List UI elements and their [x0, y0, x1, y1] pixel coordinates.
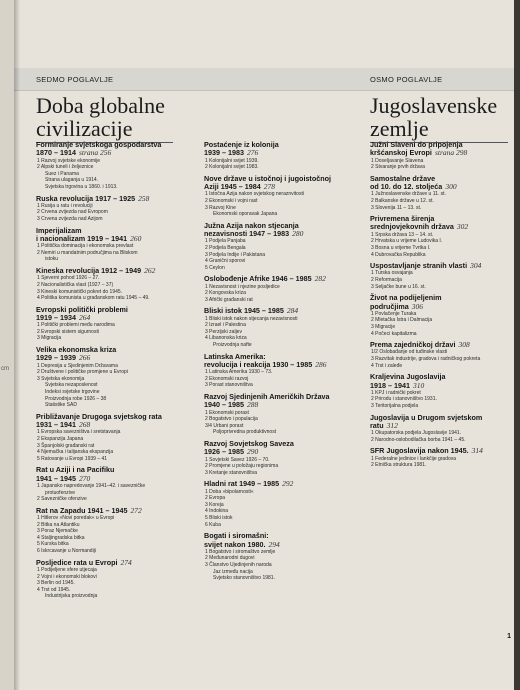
entry-page-number: 312 [386, 420, 398, 430]
chapter-title-right [370, 94, 497, 140]
entry-page-number: 288 [246, 400, 259, 410]
entry-page-number: 268 [78, 420, 91, 430]
entry-subitem: Ekonomski oporavak Japana [213, 211, 278, 218]
entry-page-number: 300 [445, 182, 457, 192]
entry-subitem: 4 Trst i zaleđe [371, 362, 403, 369]
entry-subitem: Indeksi svjetske trgovine [45, 389, 100, 396]
entry-title: Jugoslavija u Drugom svjetskom [370, 412, 483, 422]
entry-title: Evropski politički problemi [36, 304, 128, 314]
entry-title: Ruska revolucija 1917 – 1925 258 [36, 193, 150, 203]
entry-subitem: 2 Savezničke ofenzive [37, 496, 87, 503]
entry-title: područjima 306 [370, 301, 423, 311]
entry-page-number: 282 [314, 274, 326, 284]
entry-title: kršćanskoj Evropi strana 298 [370, 148, 468, 158]
entry-subitem: 3 Perzijski zaljev [205, 328, 242, 335]
entry-title: 1941 – 1945 270 [36, 473, 91, 483]
entry-title: Uspostavljanje stranih vlasti 304 [370, 261, 482, 271]
entry-subitem: 1 Bliski istok nakon stjecanja nezavisnosti [205, 315, 298, 322]
entry-page-number: 292 [282, 479, 294, 489]
entry-title: Postaćenje iz kolonija [204, 140, 279, 149]
entry-subitem: 1 Japansko napredovanje 1941–42. i savezničke [37, 482, 146, 489]
toc-entry [36, 306, 178, 342]
entry-subitem: 2 Izrael i Palestina [205, 322, 246, 329]
entry-subitem: 3 Razvitak industrije, gradova i radničkog pokreta [371, 356, 481, 363]
chapter-label-right: OSMO POGLAVLJE [370, 75, 443, 84]
toc-entry [370, 175, 508, 211]
entry-subitem: Proizvodnja robe 1926 – 38 [45, 395, 107, 402]
entry-subitem: 1 Sjeverni pohod 1926 – 27. [37, 275, 100, 282]
entry-subitem: 5 Ratovanje u Evropi 1939 – 41 [37, 455, 108, 462]
entry-page-number: 278 [263, 182, 275, 192]
toc-entry [204, 307, 350, 348]
entry-title: od 10. do 12. stoljeća 300 [370, 182, 457, 192]
entry-subitem: 3 Članstvo Ujedinjenih naroda [205, 562, 272, 569]
entry-title: Aziji 1945 – 1984 278 [204, 182, 275, 192]
entry-subitem: 3 Migracije [371, 323, 396, 330]
entry-title: Život na podijeljenim [370, 293, 442, 303]
entry-title: i nacionalizam 1919 – 1941 260 [36, 233, 142, 243]
toc-entry [370, 294, 508, 337]
entry-subitem: 3 Kretanje stanovništva [205, 469, 257, 476]
entry-subitem: 3 Svjetska ekonomija [37, 375, 85, 382]
entry-subitem: 1 Nezavisnost i njezine posljedice [205, 283, 280, 290]
entry-subitem: Strana ulaganja u 1914. [45, 177, 99, 184]
entry-subitem: 4 Dubrovačka Republika [371, 251, 426, 258]
entry-subitem: 1 Ekonomski porast [205, 409, 249, 416]
entry-title: revolucija i reakcija 1930 – 1985 286 [204, 359, 327, 369]
entry-title: Kineska revolucija 1912 – 1949 262 [36, 266, 156, 276]
entry-subitem: 1 Depresija u Sjedinjenim Državama [37, 362, 118, 369]
entry-subitem: 1 Istočna Azija nakon svjetskog neraznvitosti [205, 191, 304, 198]
toc-entry [370, 215, 508, 258]
entry-page-number: 274 [120, 557, 132, 567]
entry-title: 1931 – 1941 268 [36, 420, 91, 430]
entry-subitem: 3 Teritorijalna podjela [371, 403, 419, 410]
toc-entry [204, 532, 350, 582]
entry-subitem: protuofenzive [45, 489, 76, 496]
toc-entry [370, 447, 508, 468]
entry-subitem: 4 Indokina [205, 508, 229, 515]
entry-subitem: 1 Federalne jedinice i lankčije gradova [371, 455, 457, 462]
entry-subitem: 2 Nacionalistička vlast (1927 – 37) [37, 281, 114, 288]
entry-title: 1939 – 1983 276 [204, 148, 259, 158]
entry-title: Južna Azija nakon stjecanja [204, 220, 299, 230]
entry-subitem: 2 Balkanske države u 12. st. [371, 197, 434, 204]
entry-subitem: 1 Politički problemi među narodima [37, 322, 115, 329]
entry-subitem: 1 Bogatstvo i siromaštvo zemlje [205, 548, 276, 555]
toc-entry [370, 141, 508, 171]
chapter-label-left: SEDMO POGLAVLJE [36, 75, 114, 84]
entry-subitem: 1 Povlačenje Turaka [371, 310, 417, 317]
entry-title: svijet nakon 1980. 294 [204, 539, 280, 549]
entry-subitem: 3 Koreja [205, 501, 224, 508]
entry-subitem: 1 Evropska savezništva i sretstavanja [37, 429, 121, 436]
toc-entry [370, 373, 508, 409]
entry-subitem: 4 Libanonska kriza [205, 335, 247, 342]
entry-subitem: 1 Politička dominacija i ekonomska prevlast [37, 243, 134, 250]
page-edge [0, 0, 15, 690]
entry-title: 1926 – 1985 290 [204, 447, 259, 457]
entry-title: nezavisnosti 1947 – 1983 280 [204, 229, 304, 239]
entry-title: Privremena širenja [370, 214, 435, 224]
entry-subitem: Proizvodnja nafte [213, 342, 252, 349]
entry-subitem: 1 Razvoj svjetske ekonomije [37, 157, 101, 164]
entry-subitem: 2 Narodno-oslobodilačka borba 1941 – 45. [371, 436, 466, 443]
book-page [14, 0, 514, 690]
toc-entry [204, 440, 350, 476]
entry-title: Latinska Amerika: [204, 351, 266, 361]
entry-page-number: 314 [471, 446, 483, 456]
entry-subitem: 1 Kolonijalni svijet 1939. [205, 157, 259, 164]
entry-subitem: 2 Podjela Bengala [205, 244, 246, 251]
edge-mark: cm [1, 366, 9, 372]
entry-subitem: 2 Evropski sistem sigurnosti [37, 328, 99, 335]
toc-entry [204, 222, 350, 272]
toc-entry [36, 195, 178, 223]
toc-entry [204, 353, 350, 389]
entry-title: 1929 – 1939 266 [36, 353, 91, 363]
toc-entry [36, 559, 178, 600]
entry-subitem: 3 Berlin od 1945. [37, 580, 75, 587]
entry-subitem: 1 Okupatorska podjela Jugoslavije 1941. [371, 430, 462, 437]
entry-subitem: 3 Bosna u vrijeme Tvrtka I. [371, 244, 431, 251]
entry-subitem: 1 Turska osvajanja [371, 270, 413, 277]
entry-subitem: 1 KPJ i radnički pokret [371, 389, 421, 396]
entry-subitem: 2 Vojni i ekonomski blokovi [37, 573, 97, 580]
entry-page-number: strana 298 [434, 148, 468, 158]
entry-subitem: 2 Promjene u položaju regionima [205, 463, 279, 470]
entry-page-number: 304 [470, 261, 482, 271]
toc-entry [36, 413, 178, 463]
entry-title: Oslobođenje Afrike 1946 – 1985 282 [204, 274, 326, 284]
chapter-title-left [36, 94, 165, 140]
entry-subitem: 1 Doseljavanje Slavena [371, 157, 424, 164]
entry-subitem: 2 Prirodu i stanovništvo 1931. [371, 396, 437, 403]
entry-page-number: 260 [130, 233, 142, 243]
entry-page-number: 262 [144, 266, 156, 276]
entry-title: Približavanje Drugoga svjetskog rata [36, 411, 162, 421]
entry-title: Razvoj Sjedinjenih Američkih Država [204, 392, 330, 402]
entry-title: 1918 – 1941 310 [370, 380, 425, 390]
toc-entry [36, 227, 178, 263]
entry-page-number: 264 [78, 312, 91, 322]
entry-page-number: strana 256 [78, 148, 112, 158]
entry-subitem: 4 Politika komunista u građanskom ratu 1945 – 49. [37, 295, 150, 302]
entry-page-number: 286 [315, 359, 327, 369]
title-line: zemlje [370, 116, 429, 141]
entry-subitem: 3 Kineski komunistički pokret do 1945. [37, 288, 123, 295]
entry-subitem: 2 Kolonijalni svijet 1983. [205, 164, 259, 171]
entry-title: Kraljevina Jugoslavija [370, 372, 446, 382]
entry-subitem: istoku [45, 256, 59, 263]
entry-title: Prema zajedničkoj državi 308 [370, 340, 470, 350]
entry-title: Nove države u istočnoj i jugoistočnoj [204, 173, 331, 183]
entry-page-number: 310 [412, 380, 425, 390]
entry-title: Razvoj Sovjetskog Saveza [204, 439, 294, 448]
entry-subitem: 2 Crvena zvijezda nad Evropom [37, 209, 108, 216]
entry-title: Hladni rat 1949 – 1985 292 [204, 479, 294, 489]
entry-title: Samostalne države [370, 173, 436, 183]
entry-subitem: 2 Reformacija [371, 277, 402, 284]
entry-subitem: 2 Bogatstvo i populacija [205, 416, 258, 423]
entry-title: Južni Slaveni do pripojenja [370, 140, 463, 149]
entry-subitem: 3 Afrički građanski rat [205, 296, 253, 303]
entry-subitem: Industrijska proizvodnja [45, 593, 98, 600]
entry-subitem: 2 Bitka na Atlantiku [37, 521, 80, 528]
entry-subitem: Svjetsko stanovništvo 1981. [213, 575, 275, 582]
entry-title: Bogati i siromašni: [204, 531, 269, 541]
entry-subitem: Svjetska trgovina u 1860. i 1913. [45, 183, 118, 190]
entry-subitem: 3 Slovenija 11 – 13. st. [371, 204, 422, 211]
entry-page-number: 266 [78, 353, 91, 363]
entry-subitem: 2 Alpski tuneli i željeznice [37, 164, 94, 171]
entry-subitem: 3 Crvena zvijezda nad Azijom [37, 216, 103, 223]
toc-entry [370, 341, 508, 369]
entry-subitem: 1 Hitlerov »Novi poredak« u Evropi [37, 515, 115, 522]
entry-page-number: 258 [138, 193, 150, 203]
entry-subitem: 4 Njemačka i talijanska ekspanzija [37, 449, 114, 456]
entry-subitem: Poljoprivredna produktivnost [213, 429, 277, 436]
entry-subitem: 1 Latinska Amerika 1930 – 73. [205, 369, 273, 376]
entry-subitem: Jaz između nacija [213, 568, 253, 575]
entry-subitem: 3 Poraz Njemačke [37, 528, 78, 535]
entry-subitem: 2 Etnička struktura 1981. [371, 462, 427, 469]
entry-subitem: 4 Trst od 1945. [37, 586, 71, 593]
entry-page-number: 308 [458, 340, 470, 350]
entry-subitem: 1 Podijeljene sfere utjecaja [37, 566, 97, 573]
entry-subitem: 2 Međunarodni dugovi [205, 555, 255, 562]
entry-subitem: 2 Društvene i političke promjene u Evropi [37, 369, 128, 376]
entry-subitem: 3 Migracija [37, 335, 62, 342]
entry-title: Imperijalizam [36, 225, 82, 235]
entry-title: Posljedice rata u Evropi 274 [36, 557, 132, 567]
entry-title: Rat na Zapadu 1941 – 1945 272 [36, 505, 142, 515]
entry-subitem: 1 Rusija u ratu i revoluciji [37, 202, 93, 209]
toc-column [370, 141, 508, 473]
entry-title: Formiranje svjetskoga gospodarstva [36, 140, 162, 149]
entry-subitem: 2 Ekonomski razvoj [205, 375, 249, 382]
entry-subitem: 3 Razvoj Kine [205, 204, 236, 211]
toc-entry [36, 507, 178, 555]
toc-entry [204, 175, 350, 218]
toc-entry [36, 141, 178, 191]
entry-subitem: 2 Stvaranje prvih država [371, 164, 425, 171]
entry-title: 1919 – 1934 264 [36, 312, 91, 322]
entry-subitem: 6 Iskrcavanje u Normandiji [37, 548, 96, 555]
entry-page-number: 284 [286, 306, 299, 316]
entry-page-number: 270 [78, 473, 91, 483]
entry-subitem: 3 Porast stanovništva [205, 382, 253, 389]
entry-subitem: 2 Evropa [205, 495, 226, 502]
entry-title: ratu 312 [370, 420, 398, 430]
entry-title: Velika ekonomska kriza [36, 345, 117, 355]
entry-subitem: 3 Podjela Indije i Pakistana [205, 251, 266, 258]
entry-subitem: 4 Počeci kapitalizma [371, 330, 417, 337]
entry-page-number: 276 [246, 148, 259, 158]
entry-subitem: 1 Južnoslavenske države u 11. st. [371, 191, 446, 198]
toc-entry [204, 480, 350, 528]
toc-column [36, 141, 178, 604]
entry-page-number: 280 [292, 229, 304, 239]
entry-subitem: 1 Sovjetski Savez 1926 – 70. [205, 456, 270, 463]
entry-subitem: 2 Ekspanzija Japana [37, 436, 84, 442]
title-line: Jugoslavenske [370, 93, 498, 118]
entry-subitem: 5 Bliski istok [205, 515, 233, 522]
toc-entry [204, 393, 350, 436]
entry-title: 1940 – 1985 288 [204, 400, 259, 410]
entry-subitem: 3 Seljačke bune u 16. st. [371, 283, 426, 290]
entry-title: Rat u Aziji i na Pacifiku [36, 465, 115, 475]
entry-subitem: 5 Ceylon [205, 264, 225, 271]
entry-page-number: 306 [411, 301, 423, 311]
entry-subitem: 1 Podjela Panjaba [205, 238, 246, 245]
entry-subitem: 2 Ekonomski i vojni rast [205, 197, 258, 204]
toc-entry [370, 262, 508, 290]
entry-subitem: 1 Doba »bipolarnosti« [205, 488, 254, 495]
entry-subitem: 5 Kurska bitka [37, 541, 69, 548]
entry-subitem: Statistike SAD [45, 402, 77, 409]
toc-entry [36, 466, 178, 502]
entry-subitem: 2 Nemiri u mandatnim područjima na Bliskom [37, 249, 138, 256]
toc-entry [36, 267, 178, 302]
toc-entry [36, 346, 178, 409]
title-line: Doba globalne [36, 93, 165, 118]
entry-subitem: Svjetska nezaposlenost [45, 382, 98, 389]
entry-subitem: 6 Kuba [205, 521, 221, 528]
title-line: civilizacije [36, 116, 133, 141]
entry-page-number: 294 [268, 539, 280, 549]
entry-title: srednjovjekovnih država 302 [370, 222, 469, 232]
entry-subitem: 4 Staljingradska bitka [37, 534, 85, 541]
entry-subitem: 2 Hrvatska u vrijeme Ludovika I. [371, 238, 443, 245]
entry-subitem: 2 Kongovska kriza [205, 290, 246, 297]
entry-subitem: 3 Španjolski građanski rat [37, 442, 95, 449]
entry-page-number: 272 [130, 505, 142, 515]
entry-page-number: 290 [246, 447, 259, 457]
entry-title: SFR Jugoslavija nakon 1945. 314 [370, 446, 483, 456]
toc-column [204, 141, 350, 586]
entry-subitem: 4 Granični sporovi [205, 258, 246, 265]
entry-page-number: 302 [456, 222, 469, 232]
toc-entry [370, 414, 508, 444]
entry-subitem: 3/4 Urbani porast [205, 422, 244, 429]
entry-subitem: 1/2 Oslobađanje od tuđinske vlasti [371, 349, 448, 356]
page-number: 1 [507, 633, 511, 640]
entry-title: 1870 – 1914 strana 256 [36, 148, 112, 158]
entry-subitem: 2 Mletačka Istra i Dalmacija [371, 317, 433, 324]
entry-subitem: Suez i Panama [45, 170, 79, 177]
toc-entry [204, 141, 350, 171]
entry-subitem: 1 Srpska država 13 – 14. st. [371, 231, 434, 238]
toc-entry [204, 275, 350, 303]
entry-title: Bliski istok 1945 – 1985 284 [204, 306, 299, 316]
